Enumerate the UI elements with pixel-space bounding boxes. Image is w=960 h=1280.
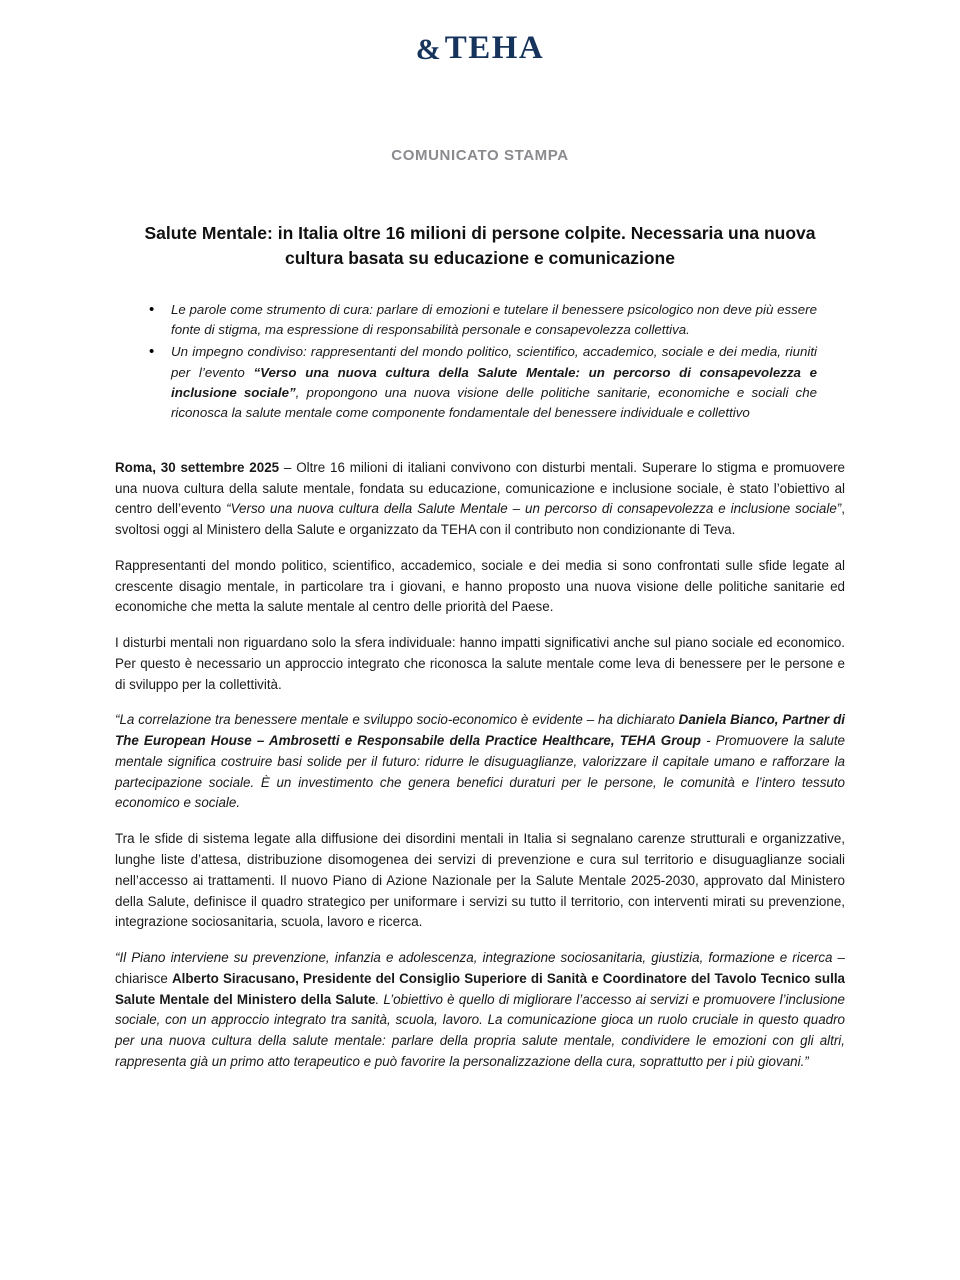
text-run: Alberto Siracusano, Presidente del Consiglio Superiore di Sanità e Coordinatore del Tavolo Tecnico sulla Salute Mentale del Ministero della Salute xyxy=(115,970,845,1007)
text-run: – Oltre 16 milioni di italiani convivono con disturbi mentali. Superare lo stigma e promuovere una nuova cultura della salute mentale, fondata su educazione, comunicazione e inclusione sociale, è stato l’obiettivo al centro dell’evento xyxy=(115,459,845,517)
highlights-list xyxy=(115,300,845,424)
text-run: , propongono una nuova visione delle politiche sanitarie, economiche e sociali che riconosca la salute mentale come componente fondamentale del benessere individuale e collettivo xyxy=(171,385,817,421)
text-run: “Il Piano interviene su prevenzione, infanzia e adolescenza, integrazione sociosanitaria, giustizia, formazione e ricerca – xyxy=(115,950,845,966)
text-run: chiarisce xyxy=(115,970,172,986)
teha-logo xyxy=(416,32,545,65)
logo-header xyxy=(115,0,845,75)
text-run: Rappresentanti del mondo politico, scientifico, accademico, sociale e dei media si sono confrontati sulle sfide legate al crescente disagio mentale, in particolare tra i giovani, e hanno proposto una nuova visione delle politiche sanitarie ed economiche che metta la salute mentale al centro delle priorità del Paese. xyxy=(115,557,845,615)
text-run: Le parole come strumento di cura: parlare di emozioni e tutelare il benessere psicologico non deve più essere fonte di stigma, ma espressione di responsabilità personale e consapevolezza collettiva. xyxy=(171,301,817,338)
ampersand-icon: & xyxy=(415,32,439,66)
list-item xyxy=(171,342,817,423)
body-content xyxy=(115,458,845,1073)
list-item xyxy=(171,300,817,341)
text-run: “Verso una nuova cultura della Salute Mentale: un percorso di consapevolezza e inclusione sociale” xyxy=(171,364,817,401)
text-run: “Verso una nuova cultura della Salute Mentale – un percorso di consapevolezza e inclusione sociale” xyxy=(226,501,842,517)
text-run: Tra le sfide di sistema legate alla diffusione dei disordini mentali in Italia si segnalano carenze strutturali e organizzative, lunghe liste d’attesa, distribuzione disomogenea dei servizi di prevenzione e cura sul territorio e disuguaglianze sociali nell’accesso ai trattamenti. Il nuovo Piano di Azione Nazionale per la Salute Mentale 2025-2030, approvato dal Ministero della Salute, definisce il quadro strategico per uniformare i servizi su tutto il territorio, con interventi mirati su prevenzione, integrazione sociosanitaria, scuola, lavoro e ricerca. xyxy=(115,831,845,930)
text-run: Un impegno condiviso: rappresentanti del mondo politico, scientifico, accademico, sociale e dei media, riuniti per l’evento xyxy=(171,344,817,380)
paragraph xyxy=(115,556,845,618)
text-run: Roma, 30 settembre 2025 xyxy=(115,459,280,475)
text-run: Daniela Bianco, Partner di The European House – Ambrosetti e Responsabile della Practice Healthcare, TEHA Group xyxy=(115,712,845,749)
paragraph xyxy=(115,633,845,695)
paragraph xyxy=(115,458,845,541)
paragraph xyxy=(115,829,845,933)
text-run: , svoltosi oggi al Ministero della Salute e organizzato da TEHA con il contributo non condizionante di Teva. xyxy=(115,501,845,538)
paragraph xyxy=(115,710,845,814)
text-run: . L’obiettivo è quello di migliorare l’accesso ai servizi e promuovere l’inclusione sociale, con un approccio integrato tra sanità, scuola, lavoro. La comunicazione gioca un ruolo cruciale in questo quadro per una nuova cultura della salute mentale: parlare della propria salute mentale, condividere le emozioni con gli altri, rappresenta già un primo atto terapeutico e può favorire la personalizzazione della cura, soprattutto per i più giovani.” xyxy=(115,991,845,1069)
text-run: I disturbi mentali non riguardano solo la sfera individuale: hanno impatti significativi anche sul piano sociale ed economico. Per questo è necessario un approccio integrato che riconosca la salute mentale come leva di benessere per le persone e di sviluppo per la collettività. xyxy=(115,635,845,692)
page-title: Salute Mentale: in Italia oltre 16 milioni di persone colpite. Necessaria una nuova cultura basata su educazione e comunicazione xyxy=(144,223,816,268)
text-run: - Promuovere la salute mentale significa costruire basi solide per il futuro: ridurre le disuguaglianze, valorizzare il capitale umano e rafforzare la partecipazione sociale. È un investimento che genera benefici duraturi per le persone, le comunità e l’intero tessuto economico e sociale. xyxy=(115,733,846,811)
paragraph xyxy=(115,948,845,1073)
text-run: “La correlazione tra benessere mentale e sviluppo socio-economico è evidente – ha dichiarato xyxy=(115,712,679,728)
document-kicker: COMUNICATO STAMPA xyxy=(391,147,569,164)
logo-wordmark: TEHA xyxy=(444,30,545,66)
